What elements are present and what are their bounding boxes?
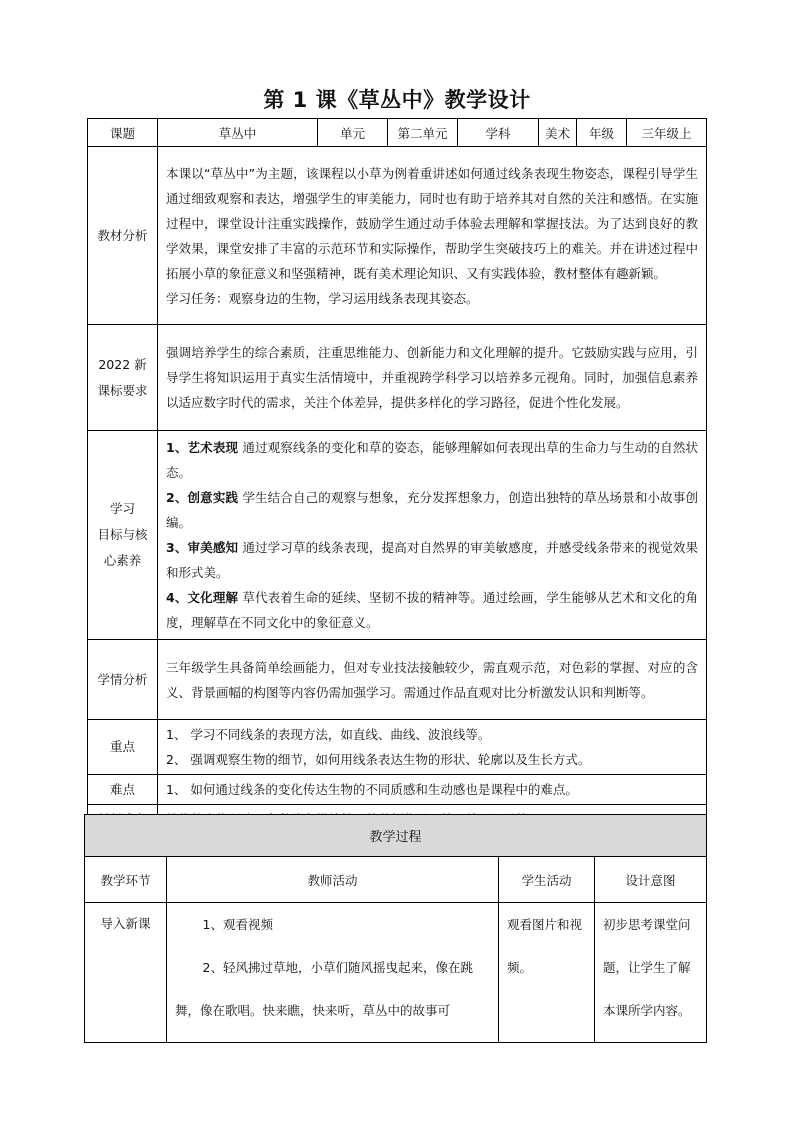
objective-text: 通过观察线条的变化和草的姿态，能够理解如何表现出草的生命力与生动的自然状态。 xyxy=(166,440,698,480)
process-stage: 导入新课 xyxy=(85,903,167,1043)
key-points-cell xyxy=(158,720,707,775)
learner-analysis-label: 学情分析 xyxy=(88,640,158,720)
objective-head: 2、创意实践 xyxy=(166,490,239,505)
objectives-label-line3: 心素养 xyxy=(103,553,142,568)
student-activity: 观看图片和视频。 xyxy=(499,903,595,1043)
label-subject: 学科 xyxy=(458,119,539,147)
objectives-cell xyxy=(158,431,707,640)
key-points-row xyxy=(88,720,707,775)
key-point-item: 1、 学习不同线条的表现方法，如直线、曲线、波浪线等。 xyxy=(166,727,491,742)
material-analysis-text: 本课以“草丛中”为主题，该课程以小草为例着重讲述如何通过线条表现生物姿态，课程引导学生通过细致观察和表达，增强学生的审美能力，同时也有助于培养其对自然的关注和感悟。在实施过程中，课堂设计注重实践操作，鼓励学生通过动手体验去理解和掌握技法。为了达到良好的教学效果，课堂安排了丰富的示范环节和实际操作，帮助学生突破技巧上的难关。并在讲述过程中拓展小草的象征意义和坚强精神，既有美术理论知识、又有实践体验，教材整体有趣新颖。 xyxy=(166,165,698,281)
material-analysis-row xyxy=(88,147,707,325)
learner-analysis-row xyxy=(88,640,707,720)
key-points-label: 重点 xyxy=(88,720,158,775)
objective-item xyxy=(166,535,698,585)
lesson-info-table xyxy=(87,118,707,835)
standards-label-line1: 2022 新 xyxy=(98,356,147,372)
col-stage: 教学环节 xyxy=(85,857,167,903)
objective-text: 草代表着生命的延续、坚韧不拔的精神等。通过绘画，学生能够从艺术和文化的角度，理解草在不同文化中的象征意义。 xyxy=(166,590,698,630)
label-grade: 年级 xyxy=(577,119,627,147)
objective-item xyxy=(166,485,698,535)
label-unit: 单元 xyxy=(318,119,388,147)
label-course: 课题 xyxy=(88,119,158,147)
col-teacher: 教师活动 xyxy=(167,857,499,903)
material-analysis-label: 教材分析 xyxy=(88,147,158,325)
col-student: 学生活动 xyxy=(499,857,595,903)
process-row xyxy=(85,903,707,1043)
objective-head: 3、审美感知 xyxy=(166,540,239,555)
objectives-label xyxy=(88,431,158,640)
learning-task-text: 学习任务：观察身边的生物，学习运用线条表现其姿态。 xyxy=(166,290,479,306)
course-value: 草丛中 xyxy=(158,119,318,147)
difficulty-label: 难点 xyxy=(88,775,158,805)
objective-head: 1、艺术表现 xyxy=(166,440,239,455)
objectives-label-line1: 学习 xyxy=(109,501,135,516)
objectives-row xyxy=(88,431,707,640)
standards-text: 强调培养学生的综合素质，注重思维能力、创新能力和文化理解的提升。它鼓励实践与应用，引导学生将知识运用于真实生活情境中，并重视跨学科学习以培养多元视角。同时，加强信息素养以适应数字时代的需求，关注个体差异，提供多样化的学习路径，促进个性化发展。 xyxy=(158,325,707,431)
objectives-label-line2: 目标与核 xyxy=(97,527,148,542)
objective-text: 学生结合自己的观察与想象，充分发挥想象力，创造出独特的草丛场景和小故事创编。 xyxy=(166,490,698,530)
objective-text: 通过学习草的线条表现，提高对自然界的审美敏感度，并感受线条带来的视觉效果和形式美。 xyxy=(166,540,698,580)
info-row xyxy=(88,119,707,147)
objective-head: 4、文化理解 xyxy=(166,590,239,605)
teacher-activity-line: 1、观看视频 xyxy=(202,917,273,932)
process-header: 教学过程 xyxy=(85,815,707,857)
design-intent: 初步思考课堂问题，让学生了解本课所学内容。 xyxy=(595,903,707,1043)
teacher-activity-line: 2、轻风拂过草地，小草们随风摇曳起来，像在跳舞，像在歌唱。快来瞧，快来听，草丛中的故事可 xyxy=(175,960,473,1018)
objective-item xyxy=(166,585,698,635)
process-header-row xyxy=(85,815,707,857)
material-analysis-cell xyxy=(158,147,707,325)
learner-analysis-text: 三年级学生具备简单绘画能力，但对专业技法接触较少，需直观示范，对色彩的掌握、对应的含义、背景画幅的构图等内容仍需加强学习。需通过作品直观对比分析激发认识和判断等。 xyxy=(158,640,707,720)
difficulty-row xyxy=(88,775,707,805)
grade-value: 三年级上 xyxy=(627,119,707,147)
objective-item xyxy=(166,435,698,485)
col-intent: 设计意图 xyxy=(595,857,707,903)
subject-value: 美术 xyxy=(539,119,577,147)
difficulty-text: 1、 如何通过线条的变化传达生物的不同质感和生动感也是课程中的难点。 xyxy=(158,775,707,805)
process-columns-row xyxy=(85,857,707,903)
standards-label xyxy=(88,325,158,431)
standards-row xyxy=(88,325,707,431)
teacher-activity-cell xyxy=(167,903,499,1043)
standards-label-line2: 课标要求 xyxy=(97,382,148,398)
teaching-process-table xyxy=(84,814,707,1043)
unit-value: 第二单元 xyxy=(388,119,458,147)
key-point-item: 2、 强调观察生物的细节，如何用线条表达生物的形状、轮廓以及生长方式。 xyxy=(166,752,591,767)
page-title: 第 1 课《草丛中》教学设计 xyxy=(263,88,531,112)
